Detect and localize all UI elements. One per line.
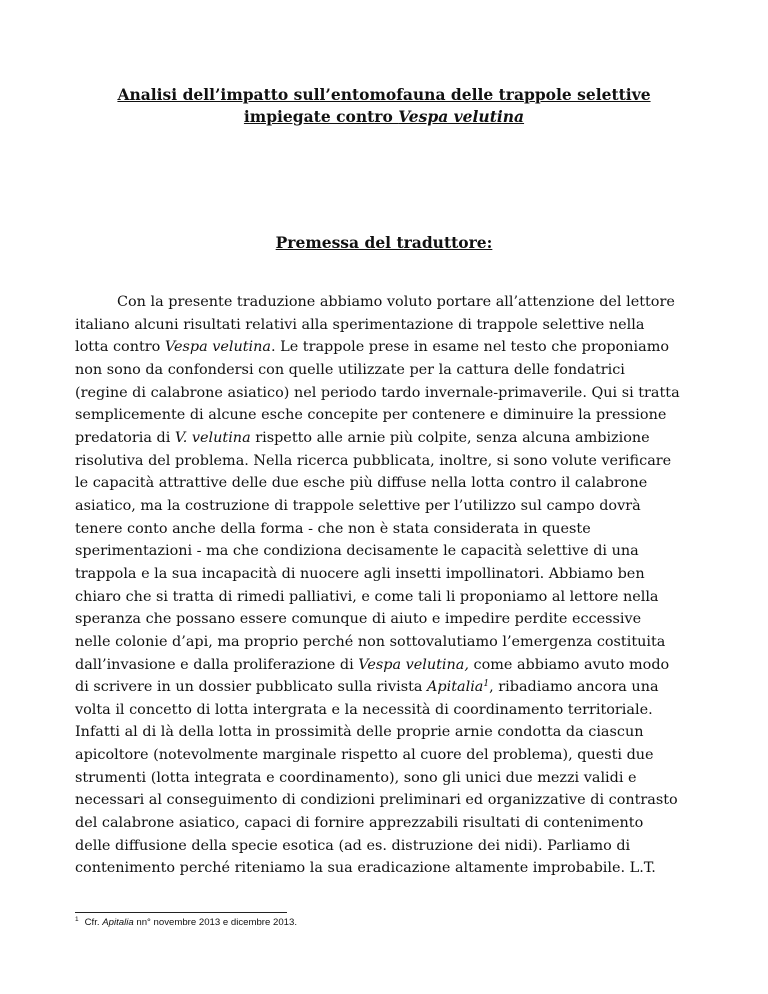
body-line: tenere conto anche della forma - che non è stata considerata in queste	[75, 520, 591, 537]
body-line: Infatti al di là della lotta in prossimità delle proprie arnie condotta da ciascun	[75, 724, 644, 741]
body-line: (regine di calabrone asiatico) nel periodo tardo invernale-primaverile. Qui si tratta	[75, 384, 680, 401]
body-line: sperimentazioni - ma che condiziona decisamente le capacità selettive di una	[75, 543, 639, 560]
body-text-run: rispetto alle arnie più colpite, senza alcuna ambizione	[250, 429, 650, 446]
body-line: chiaro che si tratta di rimedi palliativi, e come tali li proponiamo al lettore nella	[75, 588, 659, 605]
body-text-run: lotta contro	[75, 339, 165, 356]
body-line	[75, 676, 697, 699]
body-text-run: dall’invasione e dalla proliferazione di	[75, 656, 359, 673]
body-line: Con la presente traduzione abbiamo voluto portare all’attenzione del lettore	[117, 294, 675, 310]
body-line: non sono da confondersi con quelle utilizzate per la cattura delle fondatrici	[75, 361, 625, 378]
body-italic-run: V. velutina	[174, 429, 251, 446]
body-line: nelle colonie d’api, ma proprio perché non sottovalutiamo l’emergenza costituita	[75, 633, 666, 650]
body-line: trappola e la sua incapacità di nuocere agli insetti impollinatori. Abbiamo ben	[75, 565, 645, 582]
body-line: strumenti (lotta integrata e coordinamento), sono gli unici due mezzi validi e	[75, 769, 637, 786]
footnote-marker: 1	[75, 916, 79, 923]
body-line: necessari al conseguimento di condizioni preliminari ed organizzative di contrasto	[75, 792, 678, 809]
body-italic-run: Vespa velutina	[164, 339, 271, 356]
title-species-name: Vespa velutina	[398, 107, 525, 126]
body-line	[75, 654, 697, 677]
body-line: asiatico, ma la costruzione di trappole selettive per l’utilizzo sul campo dovrà	[75, 497, 641, 514]
footnote-suffix: nn° novembre 2013 e dicembre 2013.	[133, 917, 297, 928]
body-line: speranza che possano essere comunque di aiuto e impedire perdite eccessive	[75, 611, 642, 628]
body-text-run: . Le trappole prese in esame nel testo che proponiamo	[270, 339, 670, 356]
body-line: risolutiva del problema. Nella ricerca pubblicata, inoltre, si sono volute verificare	[75, 452, 672, 469]
body-line: le capacità attrattive delle due esche più diffuse nella lotta contro il calabrone	[75, 475, 648, 492]
body-paragraph	[75, 291, 697, 880]
body-line	[75, 427, 697, 450]
title-line-2	[0, 106, 768, 128]
body-line: volta il concetto di lotta intergrata e la necessità di coordinamento territoriale.	[75, 701, 653, 718]
title-line-2-text: impiegate contro	[243, 107, 399, 126]
footnote-italic: Apitalia	[102, 917, 134, 928]
body-line: semplicemente di alcune esche concepite per contenere e diminuire la pressione	[75, 407, 667, 424]
title-line-1: Analisi dell’impatto sull’entomofauna delle trappole selettive	[117, 85, 651, 104]
body-italic-run: Apitalia	[427, 679, 484, 696]
body-line: delle diffusione della specie esotica (ad es. distruzione dei nidi). Parliamo di	[75, 837, 631, 854]
body-text-run: di scrivere in un dossier pubblicato sulla rivista	[75, 679, 428, 696]
body-line: del calabrone asiatico, capaci di fornire apprezzabili risultati di contenimento	[75, 815, 644, 832]
footnote-text	[85, 917, 297, 928]
footnote-prefix: Cfr.	[84, 917, 103, 928]
footnote-reference[interactable]: 1	[483, 679, 490, 690]
document-title	[0, 84, 768, 128]
body-line: apicoltore (notevolmente marginale rispetto al cuore del problema), questi due	[75, 747, 654, 764]
body-italic-run: Vespa velutina,	[358, 656, 469, 673]
footnote-separator	[75, 912, 287, 913]
section-heading: Premessa del traduttore:	[275, 233, 493, 252]
body-text-run: predatoria di	[75, 429, 175, 446]
body-text-run: come abbiamo avuto modo	[468, 656, 670, 673]
footnote	[75, 916, 297, 929]
body-line	[75, 336, 697, 359]
body-line: italiano alcuni risultati relativi alla sperimentazione di trappole selettive nella	[75, 316, 645, 333]
body-line: contenimento perché riteniamo la sua eradicazione altamente improbabile. L.T.	[75, 860, 656, 877]
body-text-run: , ribadiamo ancora una	[489, 679, 659, 696]
